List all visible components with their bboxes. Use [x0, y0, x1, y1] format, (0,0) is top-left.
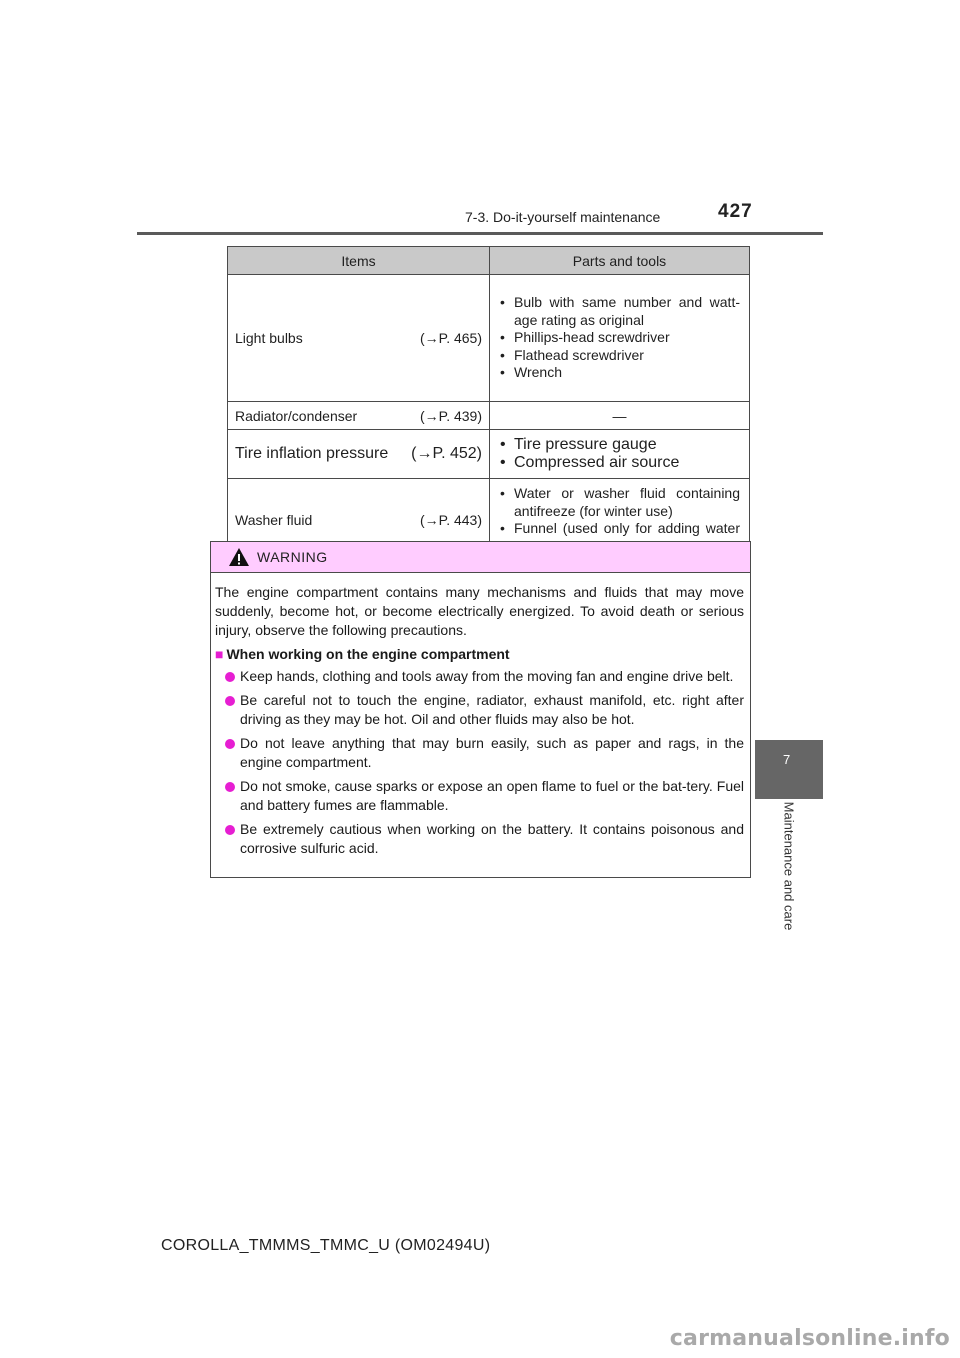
- page-number: 427: [718, 201, 753, 222]
- list-item: [215, 691, 744, 729]
- list-item-text: Be careful not to touch the engine, radiator, exhaust manifold, etc. right after driving as they may be hot. Oil and other fluids may also be hot.: [240, 692, 744, 727]
- list-item: [215, 667, 744, 686]
- list-item: • Funnel (used only for adding water: [500, 520, 740, 555]
- list-item: • Compressed air source: [500, 454, 740, 472]
- list-item: • Bulb with same number and watt-age rating as original: [500, 294, 740, 329]
- circle-bullet-icon: [225, 782, 235, 792]
- parts-list: [500, 294, 740, 382]
- warning-title: WARNING: [257, 549, 328, 565]
- chapter-tab-number: 7: [783, 752, 791, 767]
- column-header-items: Items: [228, 247, 490, 275]
- warning-intro: The engine compartment contains many mechanisms and fluids that may move suddenly, become hot, or become electrically energized. To avoid death or serious injury, observe the following precautions.: [215, 584, 744, 638]
- list-item: • Wrench: [500, 364, 740, 382]
- item-cell: [228, 402, 490, 430]
- page-header-section: 7-3. Do-it-yourself maintenance: [465, 209, 661, 225]
- watermark[interactable]: carmanualsonline.info: [669, 1326, 950, 1351]
- list-item: • Water or washer fluid containing antifreeze (for winter use): [500, 485, 740, 520]
- item-name: Washer fluid: [235, 512, 313, 528]
- warning-section-heading: [215, 645, 744, 664]
- item-cell: [228, 275, 490, 402]
- item-name: Tire inflation pressure: [235, 445, 389, 462]
- list-item: [215, 734, 744, 772]
- list-item: • Flathead screwdriver: [500, 347, 740, 365]
- page-reference: (→P. 452): [411, 445, 482, 462]
- page-reference: (→P. 443): [420, 512, 482, 528]
- footer-document-id: COROLLA_TMMMS_TMMC_U (OM02494U): [161, 1237, 491, 1254]
- table-row: [228, 430, 750, 479]
- circle-bullet-icon: [225, 696, 235, 706]
- chapter-tab: [755, 740, 823, 799]
- list-item: [215, 820, 744, 858]
- table-row: [228, 275, 750, 402]
- parts-tools-table: [227, 246, 750, 562]
- list-item-text: Do not smoke, cause sparks or expose an open flame to fuel or the bat-tery. Fuel and battery fumes are flammable.: [240, 778, 744, 813]
- warning-header: [211, 542, 750, 573]
- parts-list: [500, 436, 740, 472]
- list-item: • Phillips-head screwdriver: [500, 329, 740, 347]
- circle-bullet-icon: [225, 739, 235, 749]
- list-item-text: Be extremely cautious when working on the battery. It contains poisonous and corrosive sulfuric acid.: [240, 821, 744, 856]
- list-item: [215, 777, 744, 815]
- parts-cell: [490, 430, 750, 479]
- column-header-parts: Parts and tools: [490, 247, 750, 275]
- list-item: • Tire pressure gauge: [500, 436, 740, 454]
- item-name: Radiator/condenser: [235, 407, 358, 424]
- chapter-tab-label: Maintenance and care: [781, 801, 797, 931]
- list-item-text: Keep hands, clothing and tools away from the moving fan and engine drive belt.: [240, 668, 734, 684]
- warning-triangle-icon: [228, 547, 250, 567]
- list-item-text: Do not leave anything that may burn easily, such as paper and rags, in the engine compartment.: [240, 735, 744, 770]
- parts-cell-empty: —: [490, 402, 750, 430]
- parts-cell: [490, 275, 750, 402]
- table-header-row: [228, 247, 750, 275]
- header-rule: [137, 232, 823, 235]
- warning-box: [210, 541, 751, 878]
- square-bullet-icon: ■: [215, 646, 224, 662]
- warning-body: [211, 573, 750, 858]
- warning-list: [215, 667, 744, 858]
- circle-bullet-icon: [225, 825, 235, 835]
- item-cell: [228, 430, 490, 479]
- page-reference: (→P. 465): [420, 330, 482, 346]
- page-reference: (→P. 439): [420, 407, 482, 424]
- table-row: [228, 402, 750, 430]
- circle-bullet-icon: [225, 672, 235, 682]
- item-name: Light bulbs: [235, 330, 303, 346]
- warning-section-title: When working on the engine compartment: [226, 646, 510, 662]
